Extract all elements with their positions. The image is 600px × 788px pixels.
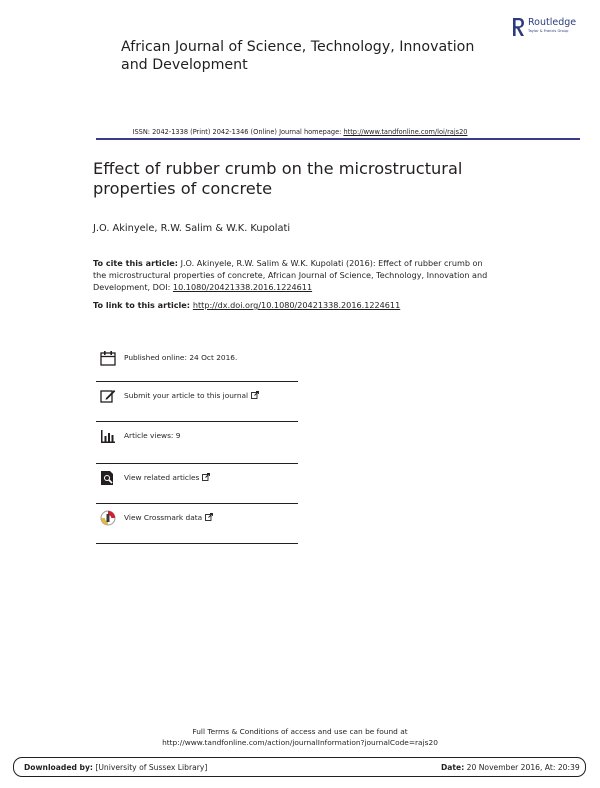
citation-doi-link[interactable]: 10.1080/20421338.2016.1224611 — [172, 282, 313, 292]
article-link-line — [93, 299, 400, 311]
issn-text: ISSN: 2042-1338 (Print) 2042-1346 (Online) Journal homepage: — [132, 128, 344, 136]
publisher-name: Routledge — [528, 17, 577, 28]
article-authors: J.O. Akinyele, R.W. Salim & W.K. Kupolati — [93, 223, 291, 234]
downloaded-by-label: Downloaded by: — [24, 763, 93, 772]
info-row-crossmark[interactable] — [96, 505, 298, 545]
terms-url[interactable]: http://www.tandfonline.com/action/journalInformation?journalCode=rajs20 — [162, 738, 438, 747]
external-link-icon — [251, 391, 259, 399]
article-views: Article views: 9 — [124, 431, 181, 440]
terms-line: Full Terms & Conditions of access and use can be found at — [192, 727, 408, 736]
search-icon — [100, 470, 116, 486]
journal-homepage-link[interactable]: http://www.tandfonline.com/loi/rajs20 — [343, 128, 468, 136]
info-divider — [96, 543, 298, 544]
publisher-logo[interactable] — [511, 17, 591, 39]
article-link-url[interactable]: http://dx.doi.org/10.1080/20421338.2016.1224611 — [192, 300, 401, 310]
info-divider — [96, 463, 298, 464]
journal-title: African Journal of Science, Technology, Innovation and Development — [121, 39, 475, 73]
related-articles-link[interactable] — [124, 473, 210, 483]
citation-label: To cite this article: — [93, 258, 179, 268]
info-row-views — [96, 423, 298, 463]
submit-article-label: Submit your article to this journal — [124, 391, 249, 400]
publisher-tagline: Taylor & Francis Group — [528, 29, 569, 33]
calendar-icon — [100, 350, 116, 366]
downloaded-by — [24, 763, 207, 772]
info-row-published — [96, 345, 298, 385]
edit-icon — [100, 388, 116, 404]
header-divider — [96, 138, 580, 140]
external-link-icon — [202, 473, 210, 481]
related-articles-label: View related articles — [124, 473, 200, 482]
download-date-value: 20 November 2016, At: 20:39 — [464, 763, 580, 772]
citation-block — [93, 257, 493, 293]
crossmark-link[interactable] — [124, 513, 213, 523]
issn-line — [0, 128, 600, 136]
published-date: Published online: 24 Oct 2016. — [124, 353, 238, 362]
crossmark-icon — [100, 510, 116, 526]
article-title: Effect of rubber crumb on the microstructural properties of concrete — [93, 159, 463, 198]
info-divider — [96, 381, 298, 382]
info-row-related[interactable] — [96, 465, 298, 505]
external-link-icon — [205, 513, 213, 521]
terms-block — [0, 726, 600, 748]
download-date — [441, 763, 580, 772]
info-divider — [96, 421, 298, 422]
download-date-label: Date: — [441, 763, 465, 772]
citation-text: J.O. Akinyele, R.W. Salim & W.K. Kupolati (2016): Effect of rubber crumb on the microstructural properties of concrete, African Journal of Science, Technology, Innovation and Development, DOI: — [93, 258, 488, 292]
info-row-submit[interactable] — [96, 383, 298, 423]
info-divider — [96, 503, 298, 504]
bar-chart-icon — [100, 428, 116, 444]
article-link-label: To link to this article: — [93, 300, 193, 310]
crossmark-label: View Crossmark data — [124, 513, 203, 522]
submit-article-link[interactable] — [124, 391, 259, 401]
downloaded-by-value: [University of Sussex Library] — [92, 763, 208, 772]
routledge-logo-icon — [511, 17, 525, 37]
